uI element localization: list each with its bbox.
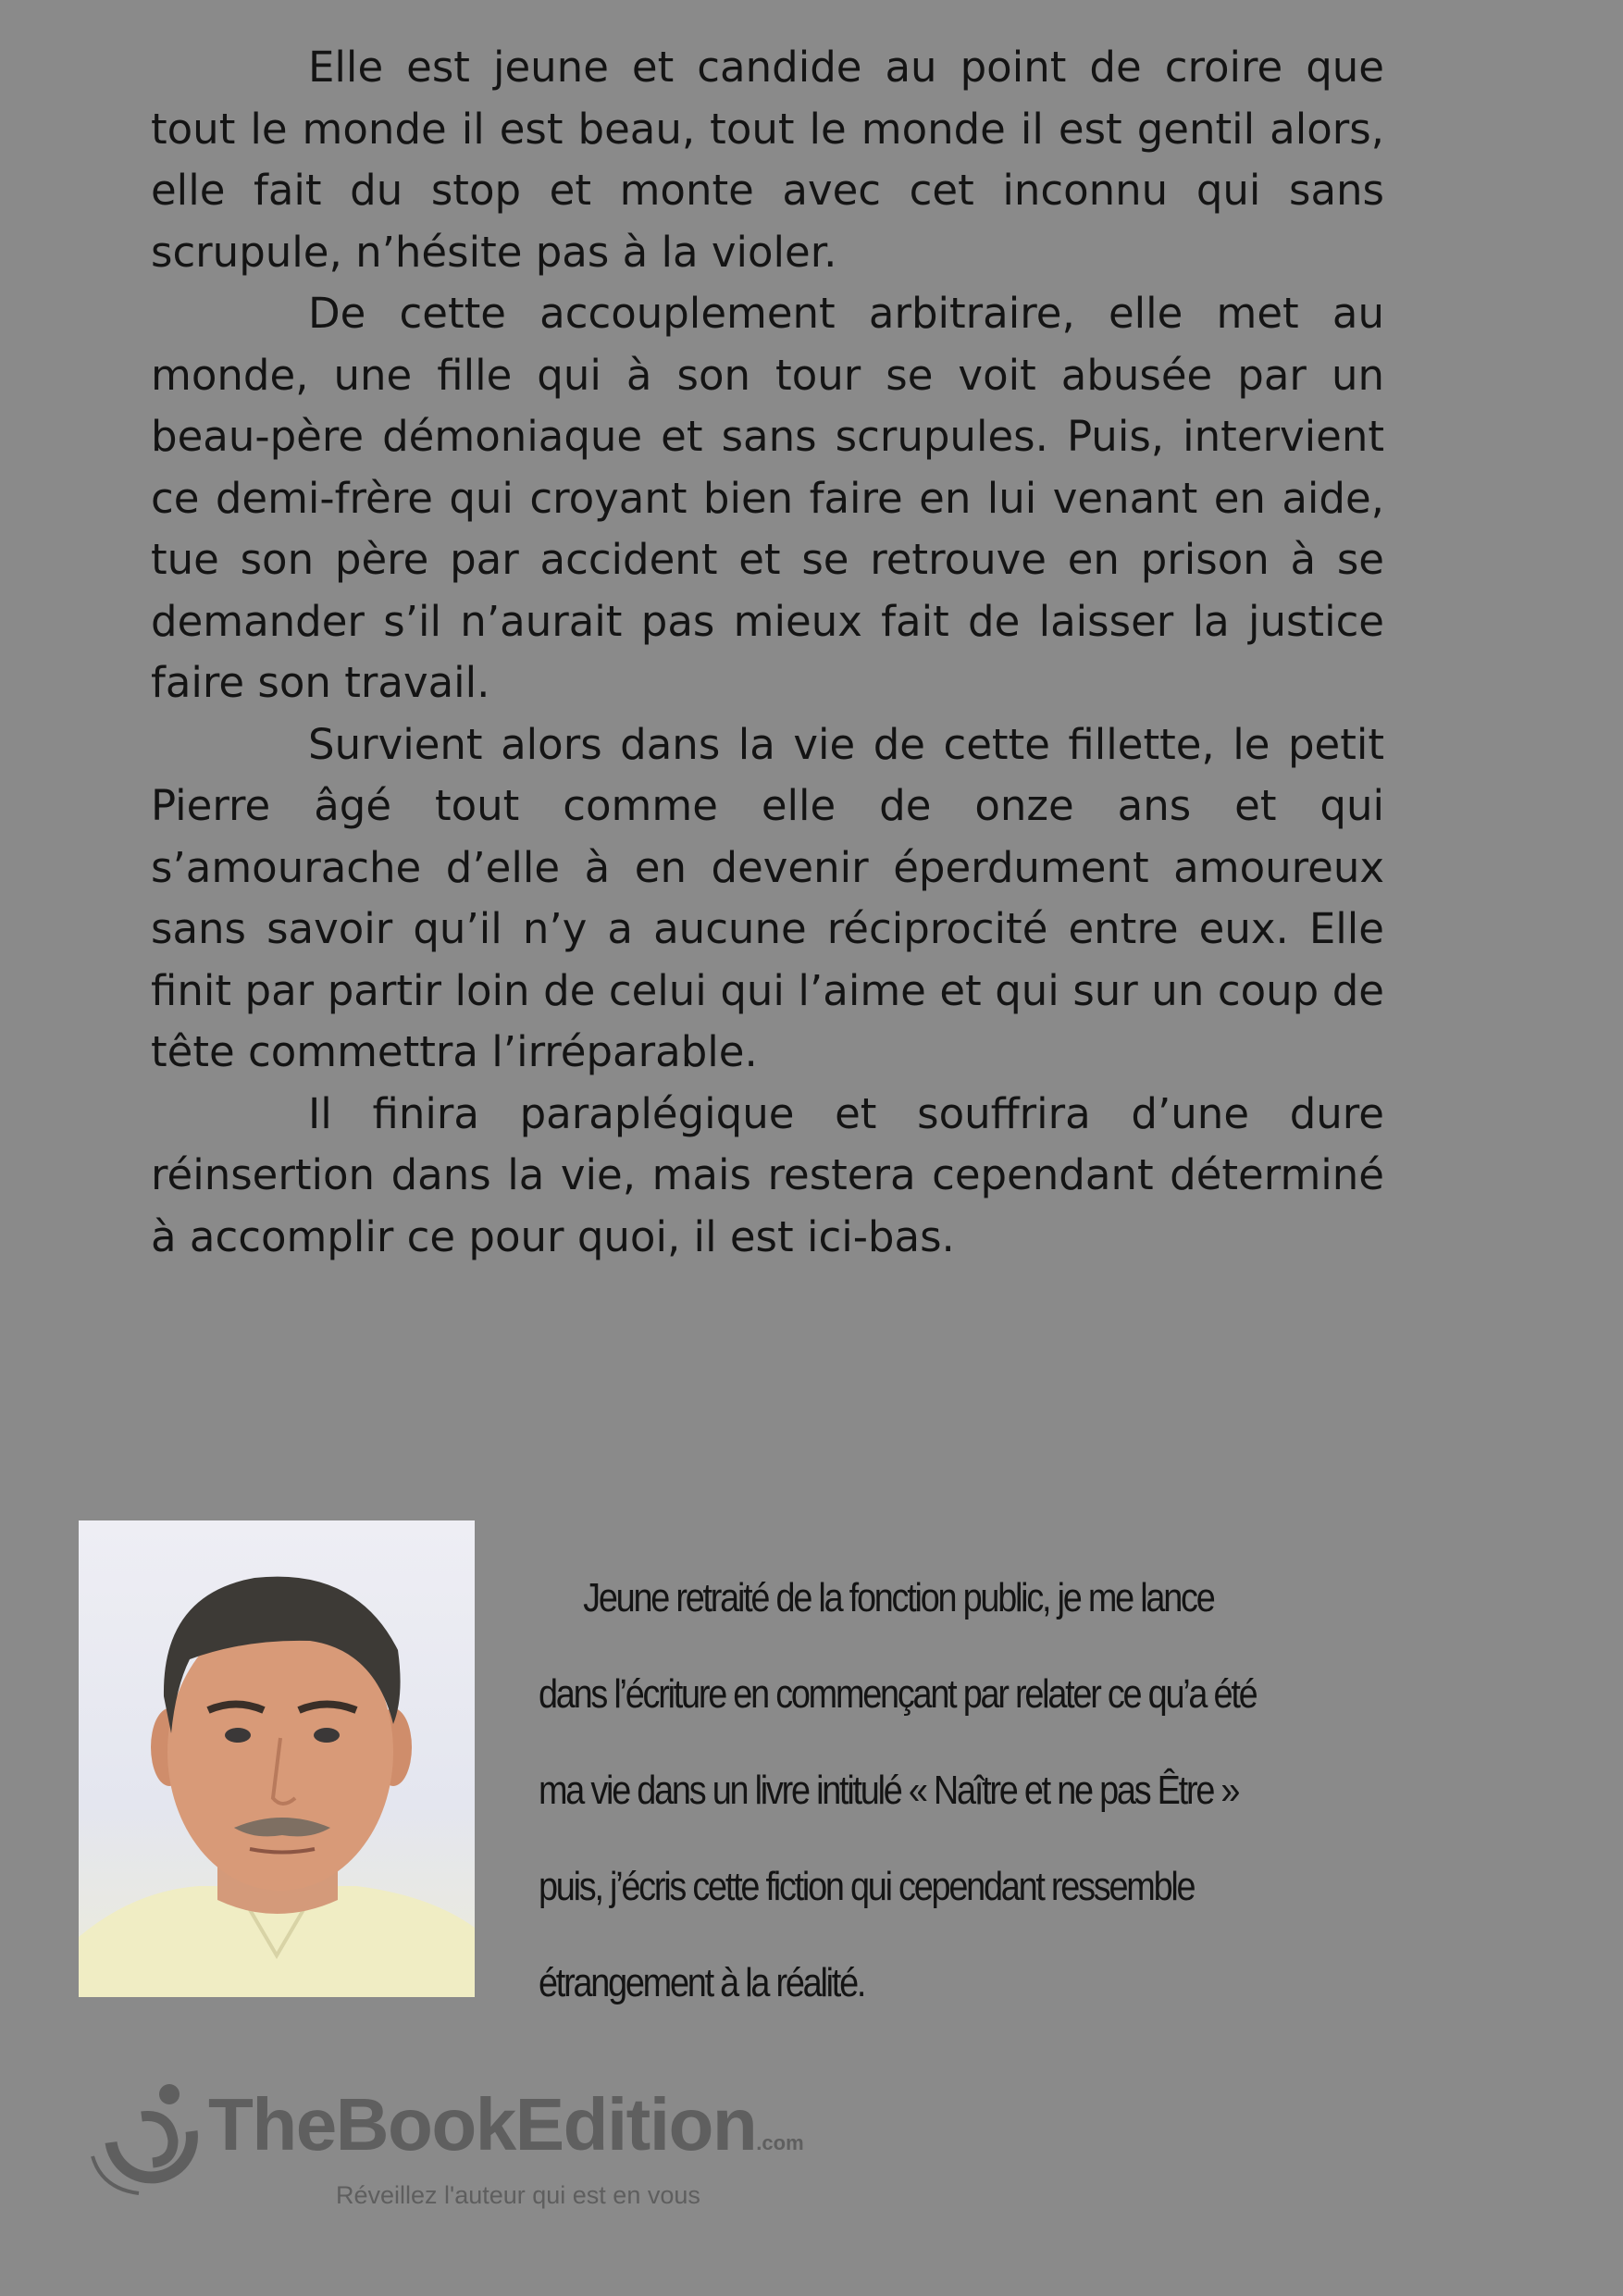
publisher-name-suffix: .com xyxy=(756,2131,804,2154)
publisher-name-text: TheBookEdition xyxy=(208,2083,757,2166)
synopsis-paragraph: Elle est jeune et candide au point de croire que tout le monde il est beau, tout le monde il est gentil alors, elle fait du stop et monte avec cet inconnu qui sans scrupule, n’hésite pas à la violer. xyxy=(151,43,1384,277)
publisher-tagline: Réveillez l'auteur qui est en vous xyxy=(336,2181,700,2209)
publisher-name xyxy=(208,2082,804,2167)
synopsis-paragraph: De cette accouplement arbitraire, elle met au monde, une fille qui à son tour se voit abusée par un beau-père démoniaque et sans scrupules. Puis, intervient ce demi-frère qui croyant bien faire en lui venant en aide, tue son père par accident et se retrouve en prison à se demander s’il n’aurait pas mieux fait de laisser la justice faire son travail. xyxy=(151,289,1384,707)
publisher-logo xyxy=(88,2078,828,2216)
synopsis-paragraph: Il finira paraplégique et souffrira d’une dure réinsertion dans la vie, mais restera cependant déterminé à accomplir ce pour quoi, il est ici-bas. xyxy=(151,1088,1384,1261)
publisher-emblem-icon xyxy=(88,2078,208,2216)
author-bio: Jeune retraité de la fonction public, je me lance dans l’écriture en commençant par relater ce qu’a été ma vie dans un livre intitulé « Naître et ne pas Être » puis, j’écris cette fiction qui cependant ressemble étrangement à la réalité. xyxy=(539,1575,1257,2005)
synopsis-text xyxy=(151,37,1384,1268)
author-photo xyxy=(79,1520,475,1997)
synopsis-paragraph: Survient alors dans la vie de cette fillette, le petit Pierre âgé tout comme elle de onze ans et qui s’amourache d’elle à en devenir éperdument amoureux sans savoir qu’il n’y a aucune réciprocité entre eux. Elle finit par partir loin de celui qui l’aime et qui sur un coup de tête commettra l’irréparable. xyxy=(151,719,1384,1076)
